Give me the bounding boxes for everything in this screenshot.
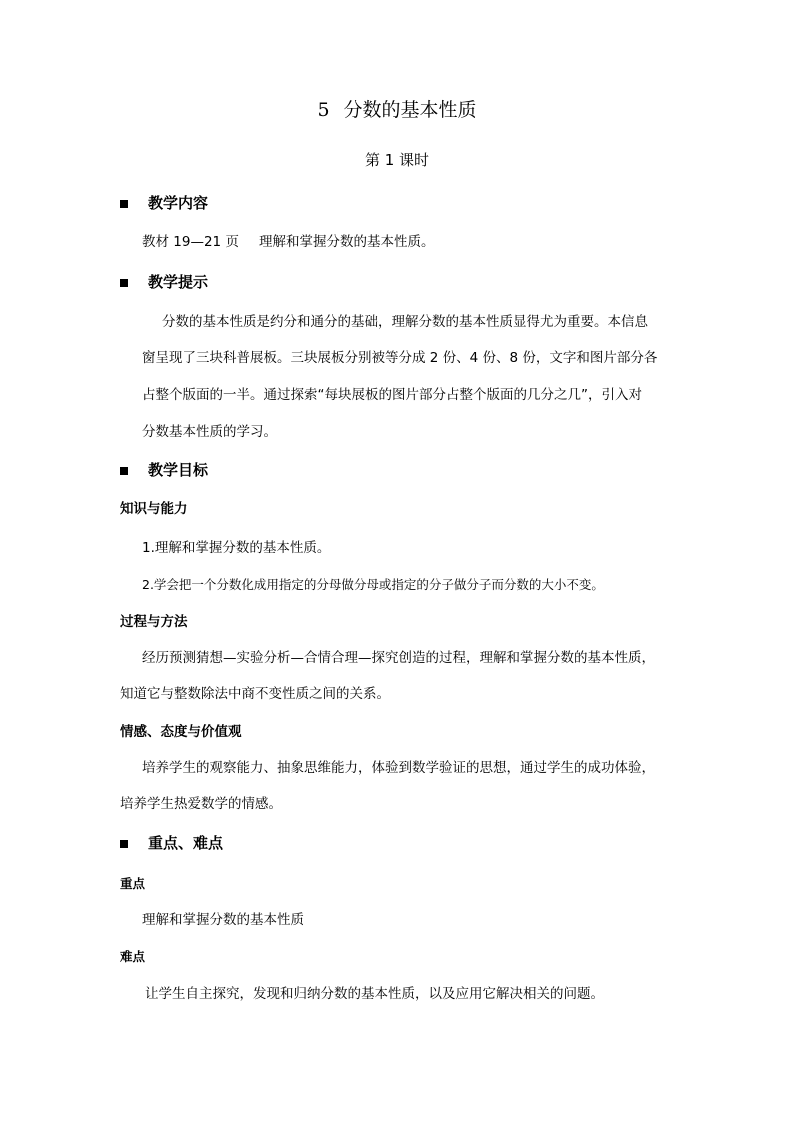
emotion-line-1: 培养学生的观察能力、抽象思维能力，体验到数学验证的思想，通过学生的成功体验， <box>142 760 655 776</box>
knowledge-title: 知识与能力 <box>120 501 188 517</box>
section-heading-keypoints: 重点、难点 <box>120 836 223 851</box>
square-bullet-icon <box>120 840 128 848</box>
key-title: 重点 <box>120 876 146 891</box>
process-line-1: 经历预测猜想—实验分析—合情合理—探究创造的过程，理解和掌握分数的基本性质， <box>142 650 655 666</box>
content-text: 理解和掌握分数的基本性质。 <box>258 234 435 250</box>
section-heading-content: 教学内容 <box>120 196 208 211</box>
difficult-text: 让学生自主探究，发现和归纳分数的基本性质，以及应用它解决相关的问题。 <box>145 986 604 1002</box>
square-bullet-icon <box>120 200 128 208</box>
lesson-title: 分数的基本性质 <box>343 99 477 121</box>
key-text: 理解和掌握分数的基本性质 <box>142 912 304 928</box>
difficult-title: 难点 <box>120 949 146 964</box>
section-heading-goals: 教学目标 <box>120 463 208 478</box>
tips-line-1: 分数的基本性质是约分和通分的基础，理解分数的基本性质显得尤为重要。本信息 <box>162 314 648 330</box>
square-bullet-icon <box>120 279 128 287</box>
tips-line-3: 占整个版面的一半。通过探索“每块展板的图片部分占整个版面的几分之几”，引入对 <box>142 387 642 403</box>
content-pages: 教材 19—21 页 <box>142 234 239 250</box>
section-heading-tips: 教学提示 <box>120 275 208 290</box>
tips-line-4: 分数基本性质的学习。 <box>142 424 277 440</box>
tips-line-2: 窗呈现了三块科普展板。三块展板分别被等分成 2 份、4 份、8 份，文字和图片部分各 <box>142 350 658 366</box>
process-title: 过程与方法 <box>120 614 188 630</box>
square-bullet-icon <box>120 467 128 475</box>
document-title <box>0 101 794 120</box>
process-line-2: 知道它与整数除法中商不变性质之间的关系。 <box>120 686 390 702</box>
lesson-period: 第 1 课时 <box>364 151 430 169</box>
knowledge-item-1: 1.理解和掌握分数的基本性质。 <box>142 540 331 556</box>
emotion-title: 情感、态度与价值观 <box>120 724 242 740</box>
emotion-line-2: 培养学生热爱数学的情感。 <box>120 796 282 812</box>
content-line <box>142 236 434 250</box>
lesson-number: 5 <box>317 99 330 121</box>
knowledge-item-2: 2.学会把一个分数化成用指定的分母做分母或指定的分子做分子而分数的大小不变。 <box>142 577 604 592</box>
